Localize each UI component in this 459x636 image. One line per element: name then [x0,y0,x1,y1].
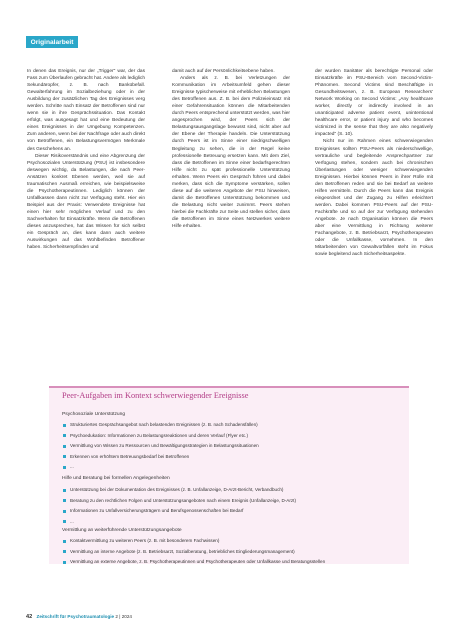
text-column-2 [172,68,290,340]
paragraph: Dieser Risikoverständnis und eine Abgrenzung der Psychosozialen Unterstützung (PSU) ist insbesondere deswegen wichtig, da Belastungen, die nach Peer-Ansätzen konkret Ebenen werden, weil sie auf traumatischen Ausmaß erreichen, wie beispielsweise die Psychotherapeutinnen. Lediglich können der Unfallkassen dann nicht zur Verfügung steht. Hier ein Beispiel aus der Praxis: Verwendete Ereignisse hat einen hier sehr möglichen Verlauf und zu den Sachverhalten für Einsatzkräfte. Wenn die Betroffenen dieses anzusprechen, hat das Wissen für sich selbst ein Gespräch an, dies kann dann auch weitere Auswirkungen auf das Wohlbefinden Betroffener haben. Sicherheitsempfinden und [27,153,145,251]
info-box-list [62,422,392,475]
info-box-title: Peer-Aufgaben im Kontext schwerwiegender Ereignisse [62,391,249,400]
section-tag-label: Originalarbeit [30,38,74,46]
paragraph: Anders als z. B. bei Verletzungen der Kommunikation im Arbeitsumfeld gehen dieser Ereignisse typischerweise mit erheblichen Belastungen des Betroffenen aus. Z. B. bei dem Polizeieinsatz mit einer Gefahrensituation können die Mitarbeitenden durch Peers entsprechend unterstützt werden, was hier angesprochen wird, der Peers sich der Belastungsausgangslage bewusst sind, nicht aber auf der Ebene der Therapie handeln. Die Unterstützung durch Peers ist im Sinne einer niedrigschwelligen Begleitung zu sehen, die in der Regel keine professionelle Betreuung ersetzen kann. Mit dem Ziel, dass die Betroffenen im Sinne einer bedarfsgerechten Hilfe nicht zu spät professionelle Unterstützung erhalten. Wenn Peers ein Gespräch führen und dabei merken, dass sich die Symptome verstärken, sollen diese auf die weiteren Angebote der PSU hinweisen, damit die Betroffenen Unterstützung bekommen und die Belastung nicht weiter zunimmt. Peers stehen hierbei die Fachkräfte zur Seite und stellen sicher, dass die Betroffenen im Sinne eines Netzwerkes weitere Hilfe erhalten. [172,76,290,230]
list-item: Vermittlung von Wissen zu Ressourcen und Bewältigungsstrategien in Belastungssituationen [62,443,392,449]
page-number: 42 [26,614,33,620]
paragraph: der wurden Sanitäter als berechtigte Personal oder Einsatzkräfte im PSU-Bereich vom Second-Victim-Phänomen. Second Victims sind Beschäftigte in Gesundheitswesen, z. B. European Researchers' Network Working on Second Victims: „Any healthcare worker, directly or indirectly involved in an unanticipated adverse patient event, unintentional healthcare error, or patient injury and who becomes victimized in the sense that they are also negatively impacted" (S. 10). [315,69,433,138]
list-item: ... [62,464,392,470]
list-item: Erkennen von erhöhtem Betreuungsbedarf bei Betroffenen [62,454,392,460]
paragraph: In denen das Ereignis, nur der „Trigger" war, der das Fass zum Überlaufen gebracht hat. Andere als lediglich Sekundäropfer, z. B. nach Bankübefall. Gewalterfahrung im Sozialbeziehung oder in der Ausbildung der zusätzlichen Tag des Ereignisses verg werden. Schritte nach Einsatz der Betroffenen sind nur wenn sie in ihre Gesprächssituation. Das Kontakt erfolgt, was ausgesagt hat und eine Bedeutung der eines Ereignisses in der Umgebung Kompetenzen. Zum anderen, wenn bei der Nachfrage oder auch direkt von Betroffenen, ein Belastungsvermögen Merkmale des Geschehens an. [27,69,145,152]
list-item: Psychoedukation: Informationen zu Belastungsreaktionen und deren Verlauf (Flyer etc.) [62,433,392,439]
page-footer [26,614,132,620]
text-column-3 [315,68,433,344]
paragraph: damit auch auf der Persönlichkeitsebene haben. [172,69,275,74]
list-item: Informationen zu Unfallversicherungsträgern und Berufsgenossenschaften bei Bedarf [62,508,392,514]
journal-name: Zeitschrift für Psychotraumatologie [36,614,115,619]
paragraph: Nicht nur im Rahmen eines schwerwiegenden Ereignisses sollten PSU-Peers als niederschwellige, vertrauliche und begleitende Ansprechpartner zur Verfügung stehen, sondern auch bei chronischen Überlastungen oder weniger schwerwiegenden Ereignissen. Hierbei können Peers in ihrer Rolle mit den Betroffenen reden und sie bei Bedarf an weitere Hilfen vermitteln. Durch die Peers kann das Ereignis eingeordnet und der Zugang zu Hilfen erleichtert werden. Dabei kommen PSU-Peers auf der PSU-Fachkräfte und so auf der zur Verfügung stehenden Angebote. Je nach Organisation können die Peers aber eine Vermittlung in Richtung weiterer Fachangebote, z. B. Betriebsarzt, Psychotherapeuten oder die Unfallkasse, vornehmen. In den Mitarbeitenden von Gewaltvorfällen steht im Fokus sowie begleitend auch Sicherheitsaspekte. [315,139,433,258]
info-box-section-heading: Hilfe und Beratung bei formellen Angelegenheiten [62,476,170,481]
list-item: ... [62,519,392,525]
section-tag [26,36,78,48]
list-item: Vermittlung an interne Angebote (z. B. Betriebsarzt, Sozialberatung, betriebliches Eingliederungsmanagement) [62,549,392,555]
text-column-1 [27,68,145,370]
list-item: Vermittlung an externe Angebote, z. B. Psychotherapeutinnen und Psychotherapeuten oder Unfallkasse und Beratungsstellen [62,559,392,565]
list-item: Kontaktvermittlung zu weiteren Peers (z. B. mit besonderem Fachwissen) [62,538,392,544]
list-item: Beratung zu den rechtlichen Folgen und Unterstützungsangeboten nach einem Ereignis (Unfallanzeige, D-Arzt) [62,498,392,504]
info-box-section-heading: Vermittlung an weiterführende Unterstützungsangebote [62,528,182,533]
info-box-list [62,538,392,570]
info-box-list [62,487,392,529]
list-item: Unterstützung bei der Dokumentation des Ereignisses (z. B. Unfallanzeige, D-Arzt-Bericht, Verbandbuch) [62,487,392,493]
issue-label: 2 | 2024 [115,614,132,619]
info-box-section-heading: Psychosoziale Unterstützung [62,412,126,417]
list-item: Strukturiertes Gesprächsangebot nach belastenden Ereignissen (z. B. nach Schadensfällen) [62,422,392,428]
